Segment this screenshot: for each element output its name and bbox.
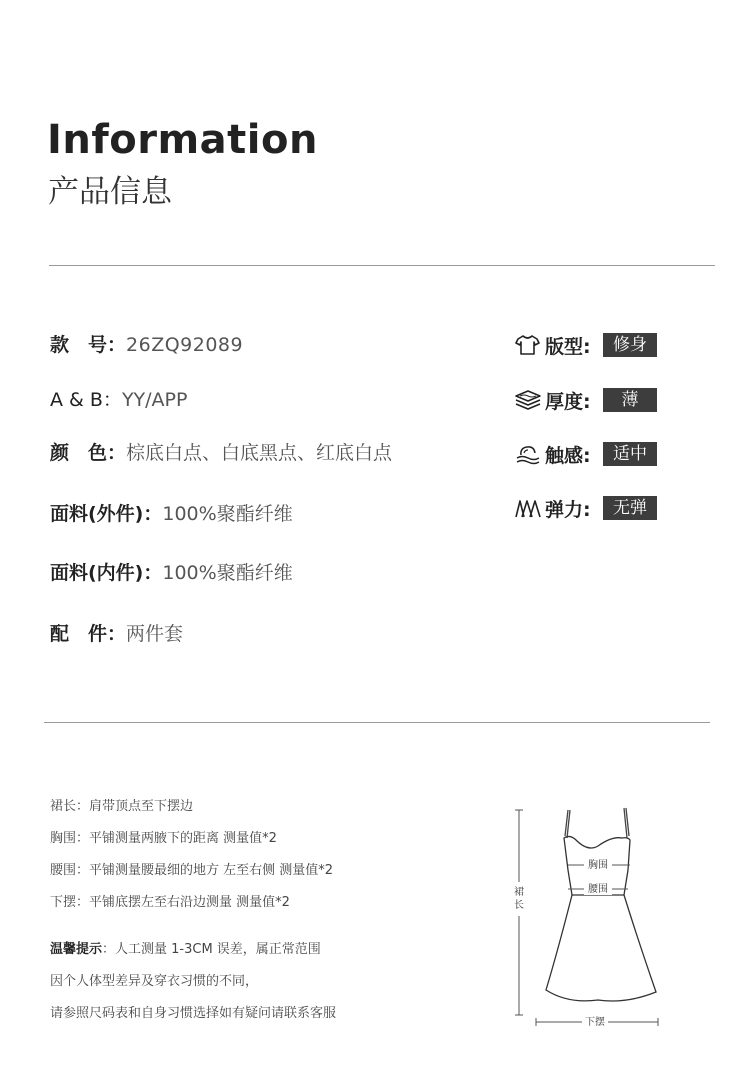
spec-row-outer-fabric [50,499,293,529]
length-label-2: 长 [514,900,524,911]
spec-label: 颜 色： [50,442,127,464]
note-waist [50,862,333,880]
spec-value: 棕底白点、白底黑点、红底白点 [126,442,393,464]
note-chest [50,830,277,848]
attr-label: 触感: [545,444,591,467]
note-length [50,798,193,816]
spec-row-accessories [50,619,183,649]
attr-badge: 薄 [603,388,657,412]
attr-label: 弹力: [545,498,591,521]
dress-diagram [508,800,668,1035]
tip-line-3: 请参照尺码表和自身习惯选择如有疑问请联系客服 [50,1006,337,1021]
spec-value: 两件套 [126,623,184,645]
touch-icon [515,443,541,465]
title-english: Information [47,117,318,163]
length-label-1: 裙 [514,887,524,898]
attr-label: 版型: [545,335,591,358]
divider-middle [44,722,710,723]
note-label: 胸围： [50,831,90,846]
attr-row-thickness [515,387,657,413]
layers-icon [515,389,541,411]
note-label: 裙长： [50,799,90,814]
left-strap [565,810,570,838]
note-text: 肩带顶点至下摆边 [89,799,194,814]
right-strap [624,808,629,838]
attr-label: 厚度: [545,390,591,413]
note-text: 平铺底摆左至右沿边测量 测量值*2 [89,895,290,910]
spec-value: YY/APP [121,389,188,411]
note-label: 腰围： [50,863,90,878]
divider-top [49,265,715,266]
tshirt-icon [515,334,541,356]
attr-badge: 修身 [603,333,657,357]
spec-value: 100%聚酯纤维 [162,562,293,584]
attr-row-touch [515,441,657,467]
spec-label: 面料(外件)： [50,503,163,525]
tip-line-2: 因个人体型差异及穿衣习惯的不同， [50,974,259,989]
spec-label: 款 号： [50,334,127,356]
waist-label: 腰围 [588,884,608,895]
spec-value: 100%聚酯纤维 [162,503,293,525]
tip-text: ：人工测量 1-3CM 误差，属正常范围 [102,942,321,957]
spec-label: A & B： [50,389,122,411]
note-label: 下摆： [50,895,90,910]
note-text: 平铺测量腰最细的地方 左至右侧 测量值*2 [89,863,334,878]
hem-label: 下摆 [585,1017,605,1028]
note-text: 平铺测量两腋下的距离 测量值*2 [89,831,277,846]
chest-label: 胸围 [588,860,608,871]
attr-badge: 无弹 [603,496,657,520]
spec-value: 26ZQ92089 [126,334,244,356]
spec-row-inner-fabric [50,558,293,588]
attr-row-fit [515,332,657,358]
spec-row-color [50,438,392,468]
spec-row-style-number [50,330,243,360]
title-chinese: 产品信息 [48,174,172,210]
attr-badge: 适中 [603,442,657,466]
dress-skirt [546,895,656,1001]
spec-label: 面料(内件)： [50,562,163,584]
stretch-icon [515,497,541,519]
tip-line [50,941,321,959]
spec-label: 配 件： [50,623,127,645]
tip-label: 温馨提示 [50,942,103,957]
spec-row-ab [50,385,187,415]
note-hem [50,894,290,912]
attr-row-elasticity [515,495,657,521]
